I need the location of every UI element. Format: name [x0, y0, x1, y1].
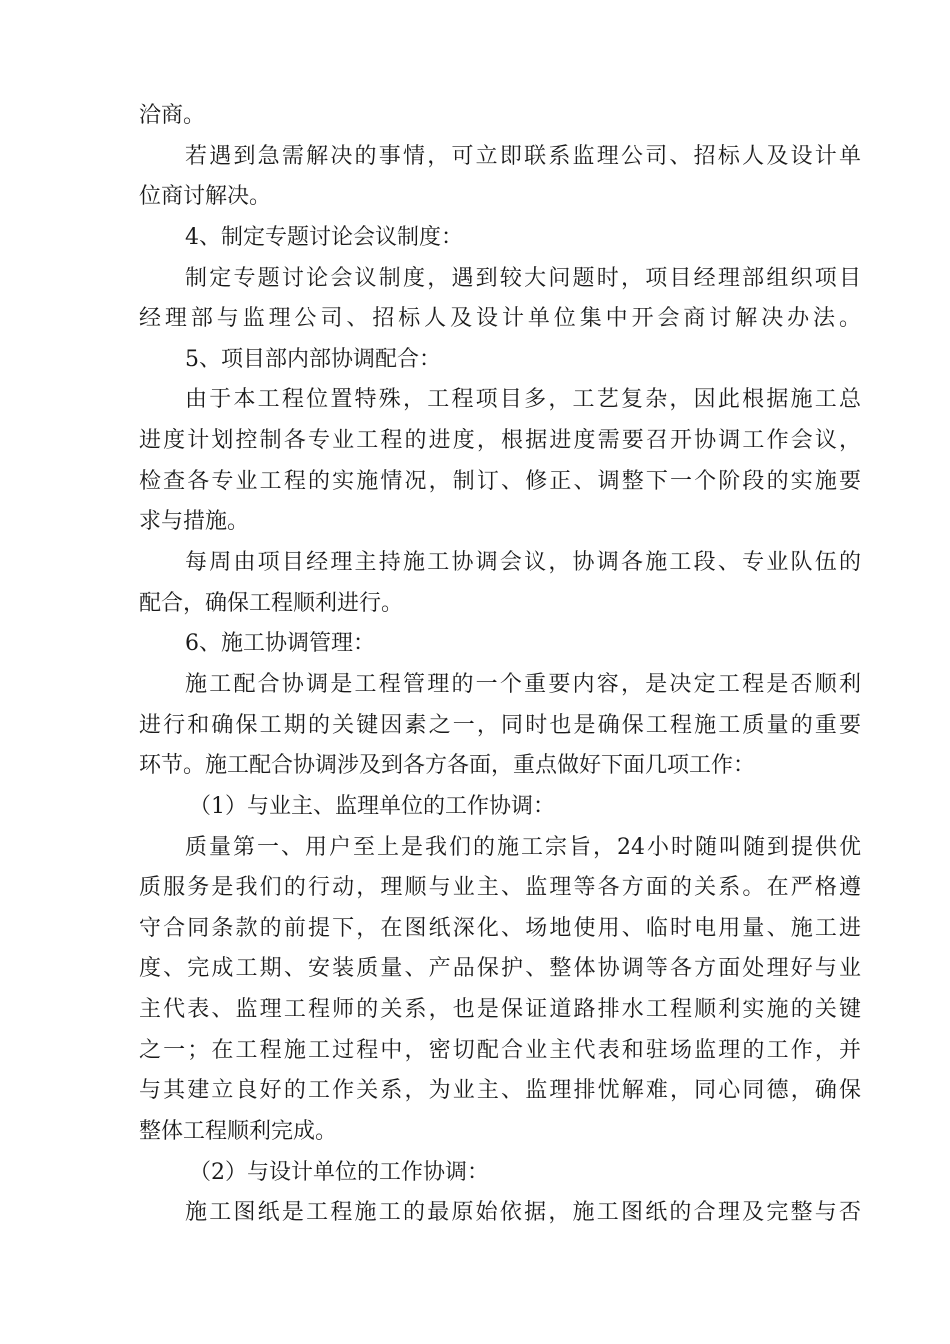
paragraph-line: 质量第一、用户至上是我们的施工宗旨，24小时随叫随到提供优	[185, 834, 861, 860]
document-body	[139, 96, 861, 1234]
section-heading: 4、制定专题讨论会议制度：	[185, 224, 463, 250]
section-heading: 6、施工协调管理：	[185, 631, 375, 657]
paragraph-line: 检查各专业工程的实施情况，制订、修正、调整下一个阶段的实施要	[139, 468, 861, 494]
section-heading: 5、项目部内部协调配合：	[185, 346, 441, 372]
paragraph-line: 守合同条款的前提下，在图纸深化、场地使用、临时电用量、施工进	[139, 915, 861, 941]
paragraph-line: 整体工程顺利完成。	[139, 1119, 338, 1145]
subsection-heading: （1）与业主、监理单位的工作协调：	[189, 793, 555, 819]
paragraph-line: 求与措施。	[139, 509, 250, 535]
paragraph-line: 位商讨解决。	[139, 184, 272, 210]
paragraph-line: 洽商。	[139, 103, 206, 128]
paragraph-line: 经理部与监理公司、招标人及设计单位集中开会商讨解决办法。	[139, 306, 861, 332]
paragraph-line: 环节。施工配合协调涉及到各方各面，重点做好下面几项工作：	[139, 753, 756, 779]
paragraph-line: 之一；在工程施工过程中，密切配合业主代表和驻场监理的工作，并	[139, 1037, 861, 1063]
paragraph-line: 主代表、监理工程师的关系，也是保证道路排水工程顺利实施的关键	[139, 997, 861, 1023]
paragraph-line: 进行和确保工期的关键因素之一，同时也是确保工程施工质量的重要	[139, 712, 861, 738]
paragraph-line: 每周由项目经理主持施工协调会议，协调各施工段、专业队伍的	[185, 550, 861, 576]
paragraph-line: 由于本工程位置特殊，工程项目多，工艺复杂，因此根据施工总	[185, 387, 861, 413]
paragraph-line: 质服务是我们的行动，理顺与业主、监理等各方面的关系。在严格遵	[139, 875, 861, 901]
paragraph-line: 施工图纸是工程施工的最原始依据，施工图纸的合理及完整与否	[185, 1200, 861, 1226]
paragraph-line: 进度计划控制各专业工程的进度，根据进度需要召开协调工作会议，	[139, 428, 861, 454]
paragraph-line: 若遇到急需解决的事情，可立即联系监理公司、招标人及设计单	[185, 143, 861, 169]
paragraph-line: 与其建立良好的工作关系，为业主、监理排忧解难，同心同德，确保	[139, 1078, 861, 1104]
paragraph-line: 度、完成工期、安装质量、产品保护、整体协调等各方面处理好与业	[139, 956, 861, 982]
paragraph-line: 配合，确保工程顺利进行。	[139, 590, 404, 616]
subsection-heading: （2）与设计单位的工作协调：	[189, 1159, 489, 1185]
paragraph-line: 制定专题讨论会议制度，遇到较大问题时，项目经理部组织项目	[185, 265, 861, 291]
paragraph-line: 施工配合协调是工程管理的一个重要内容，是决定工程是否顺利	[185, 671, 861, 697]
